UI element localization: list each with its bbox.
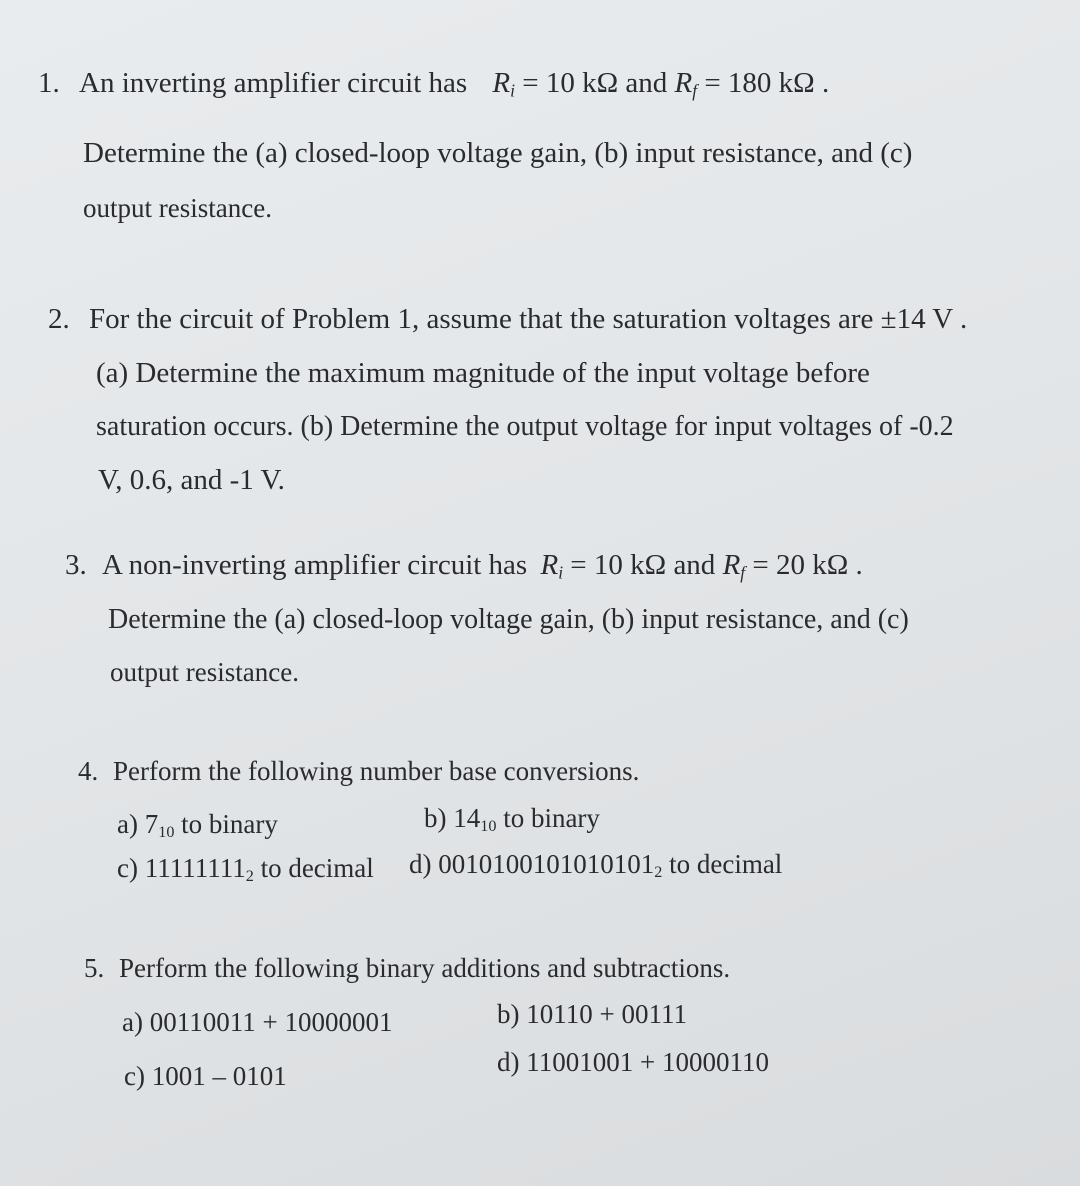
item-c-base: 2 [245,867,254,886]
problem-1-math [492,67,829,99]
problem-3-line-1 [65,548,863,583]
problem-5-item-b: b) 10110 + 00111 [497,999,687,1029]
problem-2-line-3: saturation occurs. (b) Determine the output voltage for input voltages of -0.2 [96,411,954,442]
problem-5-item-d: d) 11001001 + 10000110 [497,1047,769,1077]
item-b-value: b) 14 [424,803,481,833]
item-d-value: d) 0010100101010101 [409,849,655,879]
problem-2-text-1: For the circuit of Problem 1, assume that the saturation voltages are ±14 V . [89,303,968,335]
problem-4-item-c [117,852,374,884]
problem-1-rf-value: = 180 kΩ . [697,67,830,99]
problem-2-line-1 [48,302,967,337]
item-a-value: a) 7 [117,809,159,839]
problem-5-line-1 [84,952,730,984]
resistor-ri-symbol: R [492,67,511,99]
problem-5-item-a: a) 00110011 + 10000001 [122,1007,393,1037]
problem-2-line-4: V, 0.6, and -1 V. [98,464,285,496]
resistor-ri-subscript: i [558,562,564,583]
problem-4-item-a [117,808,278,840]
problem-1-ri-value: = 10 kΩ and [514,67,675,99]
resistor-rf-subscript: f [692,80,698,101]
problem-3-ri-value: = 10 kΩ and [563,549,723,581]
problem-1-number: 1. [38,67,60,99]
resistor-rf-symbol: R [722,549,741,581]
problem-2-number: 2. [48,303,70,335]
problem-3-text-1: A non-inverting amplifier circuit has [102,549,528,581]
problem-3-line-2: Determine the (a) closed-loop voltage gain, (b) input resistance, and (c) [108,604,909,635]
problem-3-number: 3. [65,549,87,581]
problem-4-item-b [424,802,600,834]
problem-3-rf-value: = 20 kΩ . [745,549,863,581]
problem-5-item-c: c) 1001 – 0101 [124,1061,287,1091]
problem-1-line-2: Determine the (a) closed-loop voltage gain, (b) input resistance, and (c) [83,137,913,169]
problem-5-title: Perform the following binary additions and subtractions. [119,953,731,983]
problem-5-number: 5. [84,953,105,983]
problem-3-math [540,549,862,581]
problem-1-line-1 [38,66,829,101]
item-c-target: to decimal [253,853,374,883]
problem-3-line-3: output resistance. [110,657,299,687]
problem-1-line-3: output resistance. [83,193,272,223]
item-a-base: 10 [158,823,175,842]
problem-2-line-2: (a) Determine the maximum magnitude of the input voltage before [96,357,870,389]
problem-1-text-1: An inverting amplifier circuit has [79,67,468,99]
problem-4-title: Perform the following number base conversions. [113,756,640,786]
problem-4-number: 4. [78,756,99,786]
resistor-ri-subscript: i [510,80,515,101]
problem-4-item-d [409,848,782,880]
item-d-target: to decimal [662,849,783,879]
item-d-base: 2 [654,863,663,882]
item-b-base: 10 [480,817,497,836]
item-c-value: c) 11111111 [117,853,246,883]
resistor-rf-symbol: R [674,67,693,99]
item-b-target: to binary [496,803,600,833]
item-a-target: to binary [174,809,278,839]
problem-4-line-1 [78,755,639,787]
resistor-ri-symbol: R [540,549,559,581]
resistor-rf-subscript: f [740,562,746,583]
